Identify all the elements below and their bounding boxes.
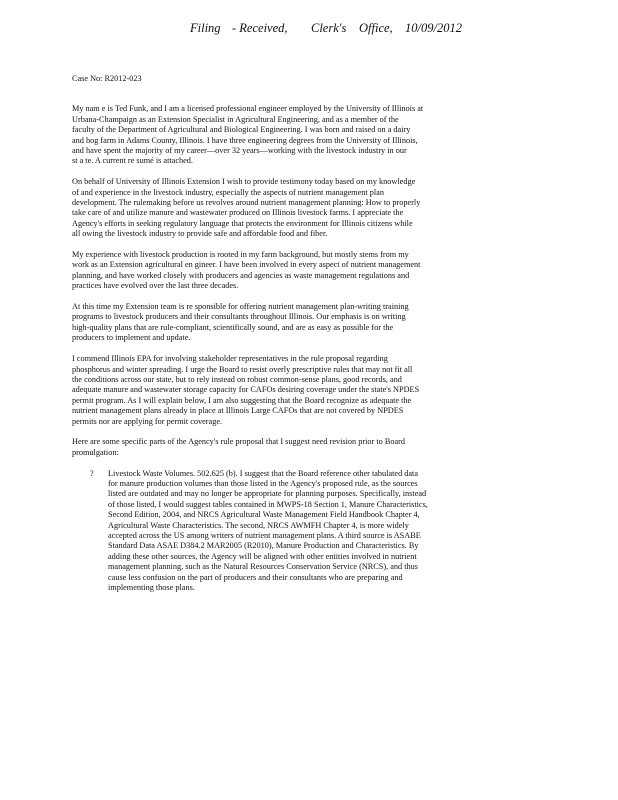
paragraph-line: work as an Extension agricultural en gineer. I have been involved in every aspect of nutrient management: [72, 260, 421, 270]
paragraph-line: My nam e is Ted Funk, and I am a licensed professional engineer employed by the University of Illinois at: [72, 104, 424, 114]
bullet-line: cause less confusion on the part of producers and their consultants who are preparing and: [108, 572, 403, 582]
bullet-line: for manure production volumes than those listed in the Agency's proposed rule, as the sources: [108, 478, 418, 488]
paragraph-line: adequate manure and wastewater storage capacity for CAFOs desiring coverage under the state's NPDES: [72, 385, 420, 395]
header-clerks: Clerk's: [311, 21, 347, 35]
paragraph-line: faculty of the Department of Agricultural and Biological Engineering. I was born and raised on a dairy: [72, 125, 411, 135]
case-number: Case No: R2012-023: [72, 74, 142, 83]
paragraph-line: Urbana-Champaign as an Extension Specialist in Agricultural Engineering, and as a member of the: [72, 114, 399, 124]
header-office: Office,: [359, 21, 393, 35]
paragraph-line: On behalf of University of Illinois Extension I wish to provide testimony today based on my knowledge: [72, 177, 416, 187]
paragraph-line: practices have evolved over the last three decades.: [72, 281, 239, 291]
paragraph-testimony-purpose: [72, 177, 502, 239]
header-date: 10/09/2012: [405, 21, 462, 35]
paragraph-line: At this time my Extension team is re sponsible for offering nutrient management plan-writing training: [72, 302, 409, 312]
paragraph-line: of and experience in the livestock industry, especially the aspects of nutrient management plan: [72, 187, 384, 197]
bullet-line: Standard Data ASAE D384.2 MAR2005 (R2010), Manure Production and Characteristics. By: [108, 541, 419, 551]
paragraph-specific-parts: [72, 437, 502, 458]
bullet-line: accepted across the US among writers of nutrient management plans. A third source is ASABE: [108, 530, 421, 540]
bullet-line: Livestock Waste Volumes. 502.625 (b). I suggest that the Board reference other tabulated data: [108, 468, 418, 478]
paragraph-line: permit program. As I will explain below, I am also suggesting that the Board recognize as adequate the: [72, 395, 412, 405]
filing-stamp-header: [0, 21, 618, 37]
paragraph-line: high-quality plans that are rule-compliant, scientifically sound, and are as easy as possible for the: [72, 322, 394, 332]
paragraph-line: producers to implement and update.: [72, 333, 191, 343]
bullet-marker: ?: [90, 468, 94, 478]
paragraph-line: all owing the livestock industry to provide safe and affordable food and fiber.: [72, 229, 328, 239]
bullet-line: adding these other sources, the Agency will be aligned with other entities involved in nutrient: [108, 551, 417, 561]
paragraph-introduction: [72, 104, 502, 166]
paragraph-line: take care of and utilize manure and wastewater produced on Illinois livestock farms. I appreciate the: [72, 208, 404, 218]
paragraph-extension-team: [72, 302, 502, 344]
paragraph-line: My experience with livestock production is rooted in my farm background, but mostly stems from my: [72, 250, 409, 260]
paragraph-line: Here are some specific parts of the Agency's rule proposal that I suggest need revision prior to Board: [72, 437, 405, 447]
document-body: [72, 74, 502, 593]
paragraph-line: I commend Illinois EPA for involving stakeholder representatives in the rule proposal regarding: [72, 354, 388, 364]
paragraph-line: the conditions across our state, but to rely instead on robust common-sense plans, good records, and: [72, 374, 402, 384]
paragraph-line: permits nor are applying for permit coverage.: [72, 416, 223, 426]
bullet-line: of those listed, I would suggest tables contained in MWPS-18 Section 1, Manure Characteristics,: [108, 499, 428, 509]
bullet-line: Agricultural Waste Characteristics. The second, NRCS AWMFH Chapter 4, is more widely: [108, 520, 409, 530]
paragraph-line: and have spent the majority of my career—over 32 years—working with the livestock industry in our: [72, 146, 407, 156]
paragraph-line: and hog farm in Adams County, Illinois. I have three engineering degrees from the University of Illinois,: [72, 135, 418, 145]
header-received: - Received,: [232, 21, 288, 35]
paragraph-commendation: [72, 354, 502, 427]
bullet-line: management planning, such as the Natural Resources Conservation Service (NRCS), and thus: [108, 562, 418, 572]
paragraph-line: Agency's efforts in seeking regulatory language that protects the environment for Illinois citizens while: [72, 218, 413, 228]
paragraph-line: promulgation:: [72, 447, 119, 457]
paragraph-line: planning, and have worked closely with producers and agencies as waste management regulations and: [72, 270, 410, 280]
bullet-line: listed are outdated and may no longer be appropriate for planning purposes. Specifically, instead: [108, 489, 427, 499]
paragraph-line: st a te. A current re sumé is attached.: [72, 156, 193, 166]
paragraph-line: development. The rulemaking before us revolves around nutrient management planning: How to properly: [72, 198, 421, 208]
paragraph-line: phosphorus and winter spreading. I urge the Board to resist overly prescriptive rules that may not fit all: [72, 364, 413, 374]
bullet-line: implementing those plans.: [108, 583, 195, 592]
bullet-line: Second Edition, 2004, and NRCS Agricultural Waste Management Field Handbook Chapter 4,: [108, 510, 420, 520]
bullet-livestock-waste-volumes: [72, 469, 502, 594]
paragraph-line: programs to livestock producers and their consultants throughout Illinois. Our emphasis is on writing: [72, 312, 406, 322]
paragraph-line: nutrient management plans already in place at Illinois Large CAFOs that are not covered by NPDES: [72, 406, 404, 416]
paragraph-experience: [72, 250, 502, 292]
header-filing: Filing: [190, 21, 221, 35]
